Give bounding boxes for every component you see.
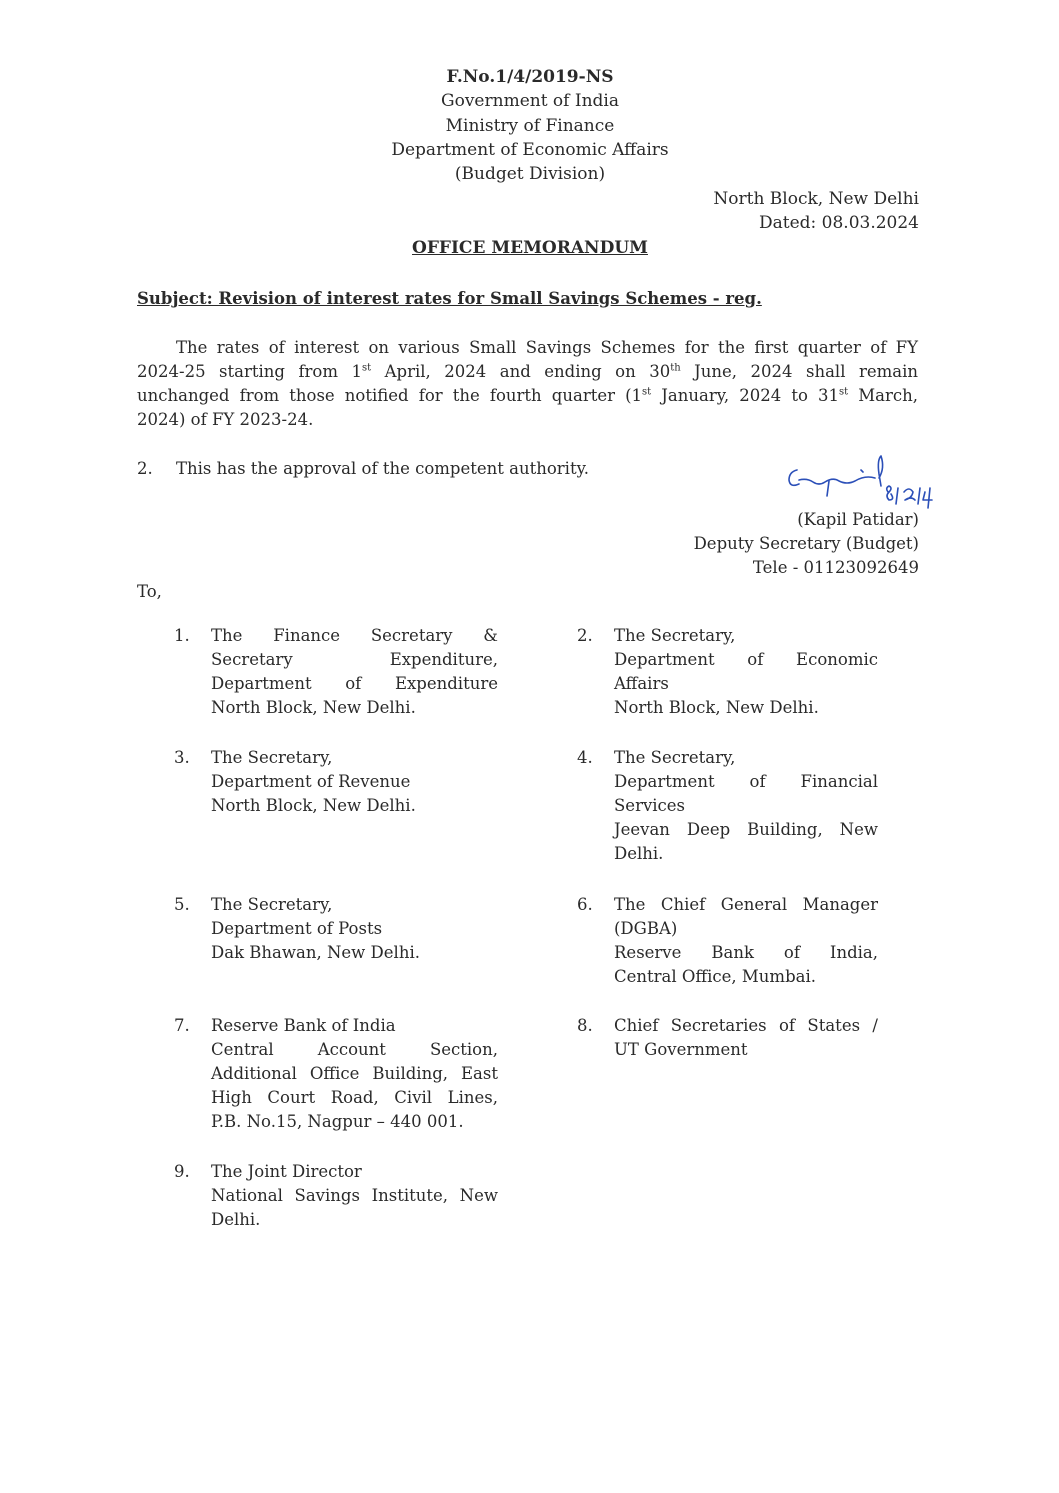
signatory-telephone: Tele - 01123092649 [752, 558, 919, 577]
header-division: (Budget Division) [454, 164, 606, 184]
file-number: F.No.1/4/2019-NS [446, 67, 614, 87]
para1-line2: 2024-25 starting from 1st April, 2024 and ending on 30th June, 2024 shall remain [137, 362, 918, 381]
para2-number: 2. [137, 459, 153, 478]
para1-line3: unchanged from those notified for the fourth quarter (1st January, 2024 to 31st March, [137, 386, 918, 405]
header-ministry: Ministry of Finance [445, 116, 615, 136]
to-label: To, [137, 582, 162, 601]
document-title: OFFICE MEMORANDUM [412, 238, 648, 258]
signatory-designation: Deputy Secretary (Budget) [693, 534, 919, 553]
date: Dated: 08.03.2024 [758, 213, 919, 233]
header-government: Government of India [441, 91, 619, 111]
place: North Block, New Delhi [713, 189, 919, 209]
para1-line4: 2024) of FY 2023-24. [137, 410, 314, 429]
para1-line1: The rates of interest on various Small Savings Schemes for the first quarter of FY [176, 338, 918, 357]
memorandum-page: F.No.1/4/2019-NS Government of India Ministry of Finance Department of Economic Affairs (Budget Division) North Block, New Delhi Dated: 08.03.2024 OFFICE MEMORANDUM Subject: Revision of interest rates for Small Savings Schemes - reg. The rates of interest on various Small Savings Schemes for the first quarter of FY 2024-25 starting from 1st April, 2024 and ending on 30th June, 2024 shall remain unchanged from those notified for the fourth quarter (1st January, 2024 to 31st March, 2024) of FY 2023-24. 2. This has the approval of the competent authority. (Kapil Patidar) Deputy Secretary (Budget) Tele - 01123092649 To, 1. The Finance Secretary & Secretary Expenditure, Department of Expenditure North Block, New Delhi. 3. The Secretary, Department of Revenue North Block, New Delhi. 5. The Secretary, Department of Posts Dak Bhawan, New Delhi. 7. Reserve Bank of India Central Account Section, Additional Office Building, East High Court Road, Civil Lines, P.B. No.15, Nagpur – 440 001. 9. The Joint Director National Savings Institute, New Delhi. 2. The Secretary, Department of Economic Affairs North Block, New Delhi. 4. The Secretary, Department of Financial Services Jeevan Deep Building, New Delhi. 6. The Chief General Manager (DGBA) Reserve Bank of India, Central Office, Mumbai. 8. Chief Secretaries of States / UT Government [0, 0, 1059, 1493]
signatory-name: (Kapil Patidar) [797, 510, 919, 529]
header-department: Department of Economic Affairs [391, 140, 669, 160]
para2-text: This has the approval of the competent authority. [176, 459, 589, 478]
subject-line: Subject: Revision of interest rates for Small Savings Schemes - reg. [137, 289, 762, 308]
